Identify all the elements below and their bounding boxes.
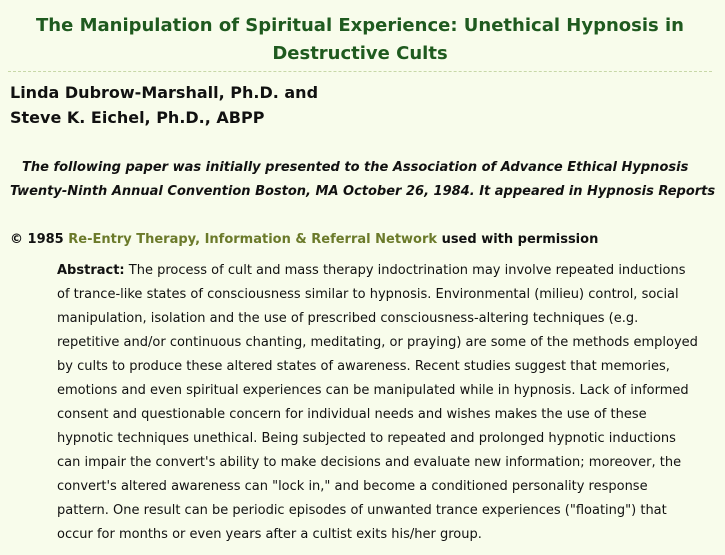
reentry-network-link[interactable]: Re-Entry Therapy, Information & Referral Network (68, 232, 438, 247)
abstract-line: repetitive and/or continuous chanting, meditating, or praying) are some of the methods employed (57, 335, 698, 350)
intro-line-2: Twenty-Ninth Annual Convention Boston, MA October 26, 1984. It appeared in Hypnosis Reports (10, 184, 716, 199)
page-title (10, 12, 710, 68)
abstract-line: of trance-like states of consciousness similar to hypnosis. Environmental (milieu) control, social (57, 287, 679, 302)
intro-line-1: The following paper was initially presented to the Association of Advance Ethical Hypnosis (22, 160, 689, 175)
copyright-suffix: used with permission (441, 232, 599, 247)
abstract-line: by cults to produce these altered states of awareness. Recent studies suggest that memories, (57, 359, 670, 374)
intro-note (10, 156, 720, 204)
abstract-line: consent and questionable concern for individual needs and wishes makes the use of these (57, 407, 647, 422)
abstract-line: pattern. One result can be periodic episodes of unwanted trance experiences ("floating") that (57, 503, 667, 518)
authors (10, 80, 318, 130)
abstract-line: emotions and even spiritual experiences can be manipulated while in hypnosis. Lack of informed (57, 383, 689, 398)
copyright-notice (10, 230, 598, 250)
abstract-line-text: The process of cult and mass therapy indoctrination may involve repeated inductions (128, 263, 686, 278)
abstract-line: manipulation, isolation and the use of prescribed consciousness-altering techniques (e.g. (57, 311, 639, 326)
abstract (57, 259, 712, 547)
title-line-1: The Manipulation of Spiritual Experience: Unethical Hypnosis in (36, 15, 684, 36)
abstract-line: hypnotic techniques unethical. Being subjected to repeated and prolonged hypnotic inductions (57, 431, 676, 446)
title-line-2: Destructive Cults (272, 43, 448, 64)
copyright-prefix: © 1985 (10, 232, 64, 247)
title-divider (8, 71, 712, 72)
abstract-label: Abstract: (57, 263, 125, 278)
author-line-1: Linda Dubrow-Marshall, Ph.D. and (10, 83, 319, 102)
author-line-2: Steve K. Eichel, Ph.D., ABPP (10, 108, 265, 127)
abstract-line: can impair the convert's ability to make decisions and evaluate new information; moreover, the (57, 455, 682, 470)
abstract-line: convert's altered awareness can "lock in," and become a conditioned personality response (57, 479, 648, 494)
abstract-line: occur for months or even years after a cultist exits his/her group. (57, 527, 482, 542)
abstract-line (57, 259, 712, 283)
